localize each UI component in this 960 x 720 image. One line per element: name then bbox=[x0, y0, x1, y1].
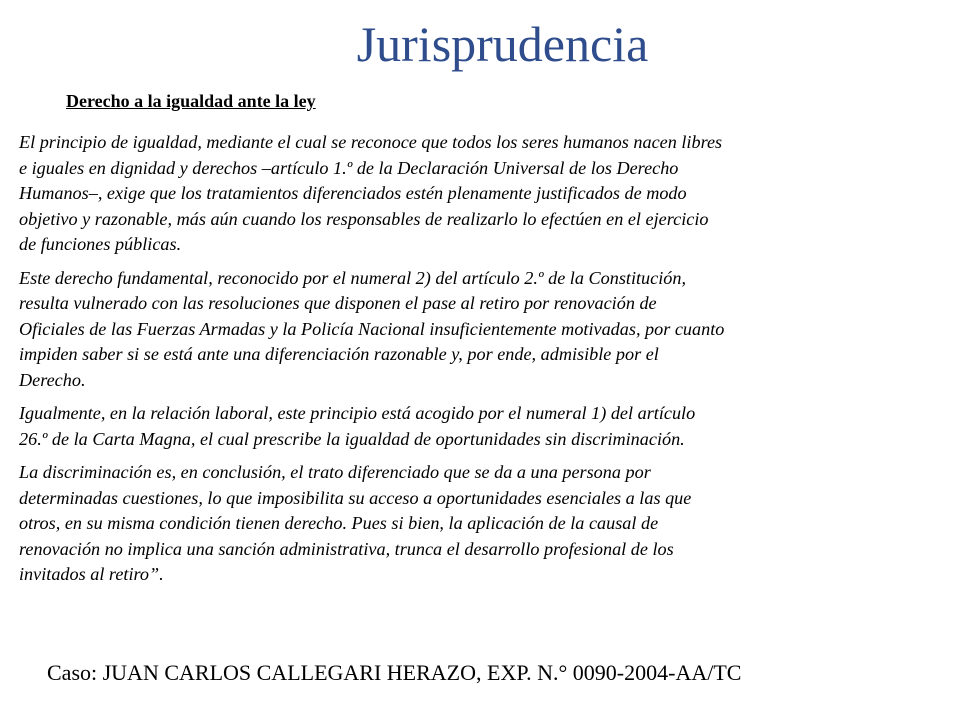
text-line: de funciones públicas. bbox=[19, 234, 182, 254]
text-line: e iguales en dignidad y derechos –artículo 1.º de la Declaración Universal de los Derecho bbox=[19, 157, 679, 178]
text-line: objetivo y razonable, más aún cuando los responsables de realizarlo lo efectúen en el ejercicio bbox=[19, 208, 709, 229]
body-text bbox=[19, 130, 957, 596]
text-line: determinadas cuestiones, lo que imposibilita su acceso a oportunidades esenciales a las que bbox=[19, 487, 692, 508]
paragraph-4 bbox=[19, 460, 957, 588]
paragraph-2 bbox=[19, 266, 957, 394]
text-line: impiden saber si se está ante una diferenciación razonable y, por ende, admisible por el bbox=[19, 344, 659, 364]
text-line: Este derecho fundamental, reconocido por el numeral 2) del artículo 2.º de la Constitución, bbox=[19, 267, 687, 288]
text-line: Derecho. bbox=[19, 369, 86, 390]
section-heading: Derecho a la igualdad ante la ley bbox=[66, 91, 316, 111]
text-line: invitados al retiro”. bbox=[19, 564, 164, 584]
text-line: 26.º de la Carta Magna, el cual prescribe la igualdad de oportunidades sin discriminación. bbox=[19, 428, 685, 449]
text-line: renovación no implica una sanción administrativa, trunca el desarrollo profesional de los bbox=[19, 538, 674, 559]
text-line: Humanos–, exige que los tratamientos diferenciados estén plenamente justificados de modo bbox=[19, 183, 687, 203]
paragraph-3 bbox=[19, 401, 957, 452]
text-line: resulta vulnerado con las resoluciones que disponen el pase al retiro por renovación de bbox=[19, 293, 657, 313]
text-line: La discriminación es, en conclusión, el trato diferenciado que se da a una persona por bbox=[19, 462, 651, 482]
text-line: Igualmente, en la relación laboral, este principio está acogido por el numeral 1) del artículo bbox=[19, 403, 696, 423]
paragraph-1 bbox=[19, 130, 957, 258]
case-citation: Caso: JUAN CARLOS CALLEGARI HERAZO, EXP. N.° 0090-2004-AA/TC bbox=[47, 660, 742, 685]
text-line: otros, en su misma condición tienen derecho. Pues si bien, la aplicación de la causal de bbox=[19, 513, 659, 533]
page-title: Jurisprudencia bbox=[356, 16, 649, 72]
text-line: Oficiales de las Fuerzas Armadas y la Policía Nacional insuficientemente motivadas, por cuanto bbox=[19, 318, 725, 339]
text-line: El principio de igualdad, mediante el cual se reconoce que todos los seres humanos nacen libres bbox=[19, 132, 723, 152]
